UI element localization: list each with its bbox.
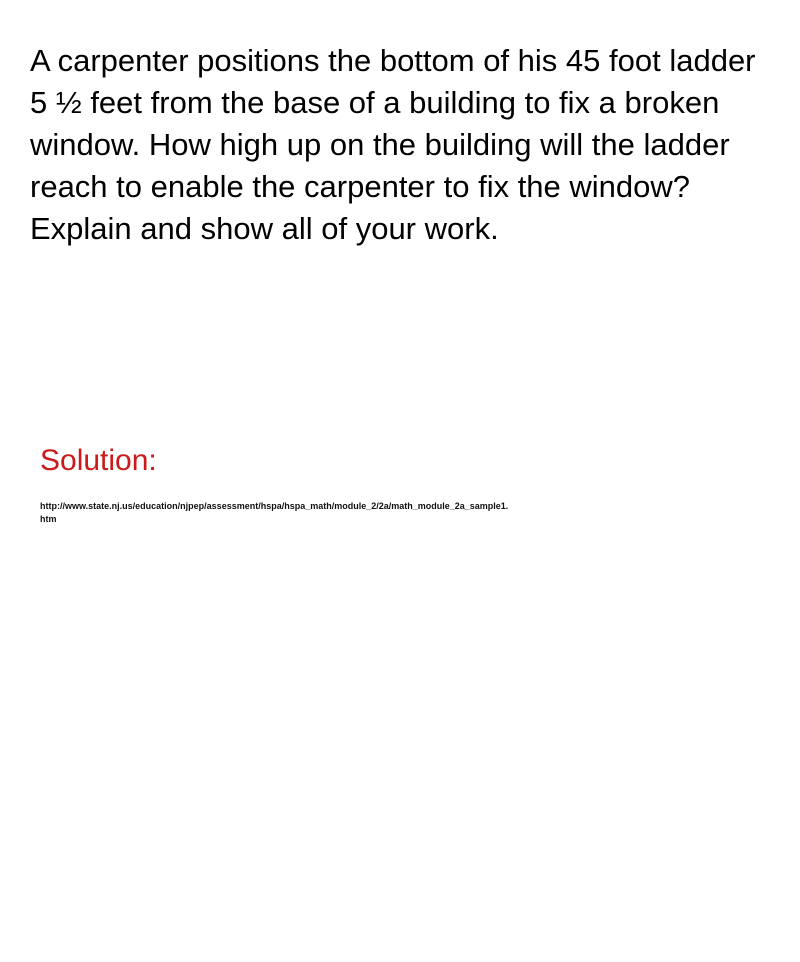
source-url-line-2[interactable]: htm [40, 514, 57, 524]
source-url[interactable] [40, 500, 640, 526]
question-text: A carpenter positions the bottom of his 45 foot ladder 5 ½ feet from the base of a building to fix a broken window. How high up on the building will the ladder reach to enable the carpenter to fix the window? Explain and show all of your work. [30, 43, 756, 246]
solution-label: Solution: [40, 444, 157, 477]
source-url-line-1[interactable]: http://www.state.nj.us/education/njpep/assessment/hspa/hspa_math/module_2/2a/math_module_2a_sample1. [40, 501, 509, 511]
